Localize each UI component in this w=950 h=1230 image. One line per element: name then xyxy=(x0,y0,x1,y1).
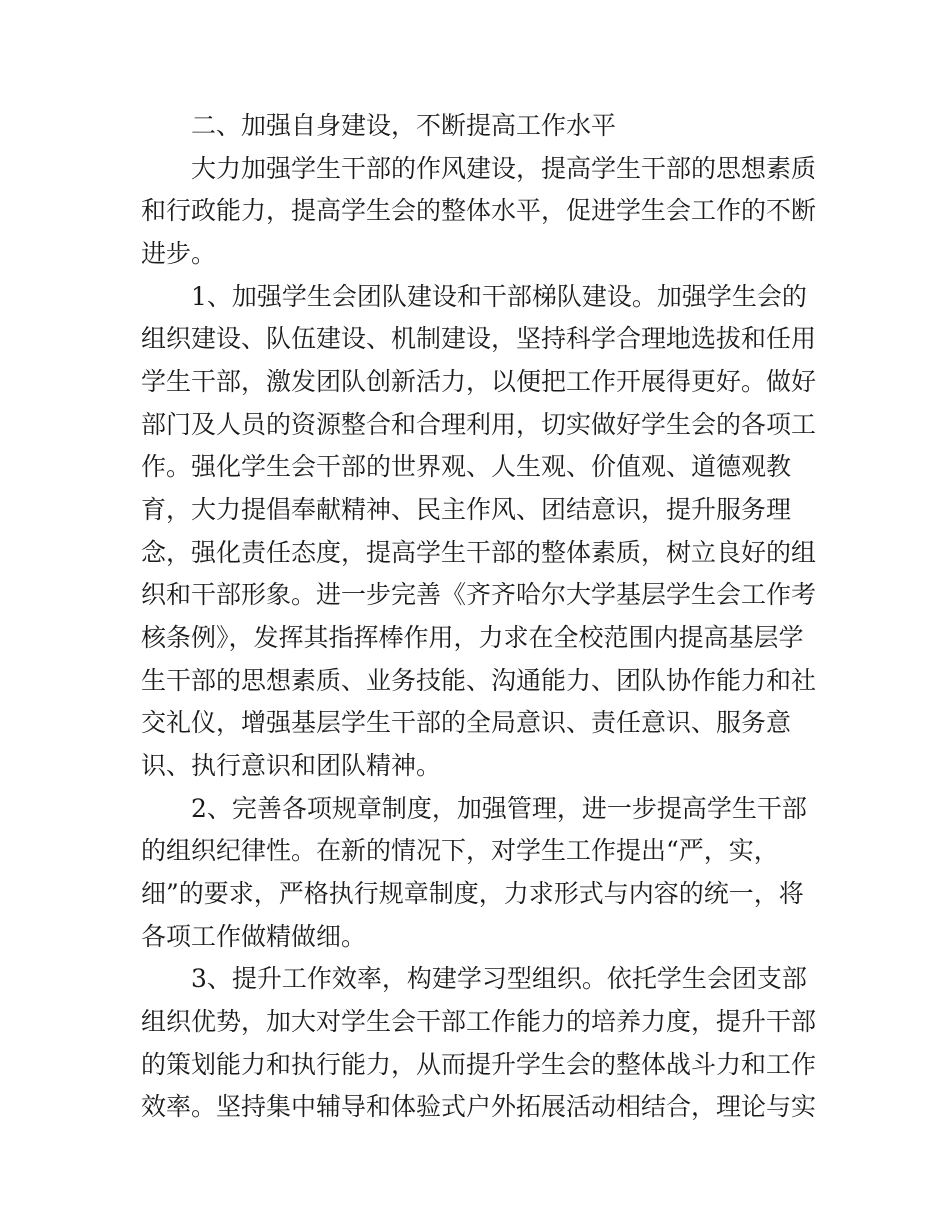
paragraph-line: 念，强化责任态度，提高学生干部的整体素质，树立良好的组 xyxy=(141,538,817,567)
paragraph-line: 2、完善各项规章制度，加强管理，进一步提高学生干部 xyxy=(191,794,807,823)
paragraph-line: 组织优势，加大对学生会干部工作能力的培养力度，提升干部 xyxy=(141,1007,817,1036)
section-heading: 二、加强自身建设，不断提高工作水平 xyxy=(191,111,617,140)
paragraph-line: 学生干部，激发团队创新活力，以便把工作开展得更好。做好 xyxy=(141,367,817,396)
paragraph-line: 的策划能力和执行能力，从而提升学生会的整体战斗力和工作 xyxy=(141,1050,817,1079)
paragraph-line: 效率。坚持集中辅导和体验式户外拓展活动相结合，理论与实 xyxy=(141,1092,817,1121)
paragraph-line: 和行政能力，提高学生会的整体水平，促进学生会工作的不断 xyxy=(141,196,817,225)
paragraph-line: 育，大力提倡奉献精神、民主作风、团结意识，提升服务理 xyxy=(141,495,792,524)
paragraph-line: 细”的要求，严格执行规章制度，力求形式与内容的统一，将 xyxy=(141,879,804,908)
paragraph-line: 识、执行意识和团队精神。 xyxy=(141,751,442,780)
paragraph-line: 的组织纪律性。在新的情况下，对学生工作提出“严，实， xyxy=(141,836,779,865)
paragraph-line: 进步。 xyxy=(141,239,217,268)
paragraph-line: 组织建设、队伍建设、机制建设，坚持科学合理地选拔和任用 xyxy=(141,324,817,353)
paragraph-line: 作。强化学生会干部的世界观、人生观、价值观、道德观教 xyxy=(141,452,792,481)
paragraph-line: 交礼仪，增强基层学生干部的全局意识、责任意识、服务意 xyxy=(141,708,792,737)
paragraph-line: 大力加强学生干部的作风建设，提高学生干部的思想素质 xyxy=(191,154,817,183)
paragraph-line: 3、提升工作效率，构建学习型组织。依托学生会团支部 xyxy=(191,964,807,993)
paragraph-line: 核条例》，发挥其指挥棒作用，力求在全校范围内提高基层学 xyxy=(141,623,804,652)
paragraph-line: 部门及人员的资源整合和合理利用，切实做好学生会的各项工 xyxy=(141,410,817,439)
paragraph-line: 各项工作做精做细。 xyxy=(141,922,367,951)
paragraph-line: 织和干部形象。进一步完善《齐齐哈尔大学基层学生会工作考 xyxy=(141,580,817,609)
paragraph-line: 生干部的思想素质、业务技能、沟通能力、团队协作能力和社 xyxy=(141,666,817,695)
paragraph-line: 1、加强学生会团队建设和干部梯队建设。加强学生会的 xyxy=(191,282,807,311)
